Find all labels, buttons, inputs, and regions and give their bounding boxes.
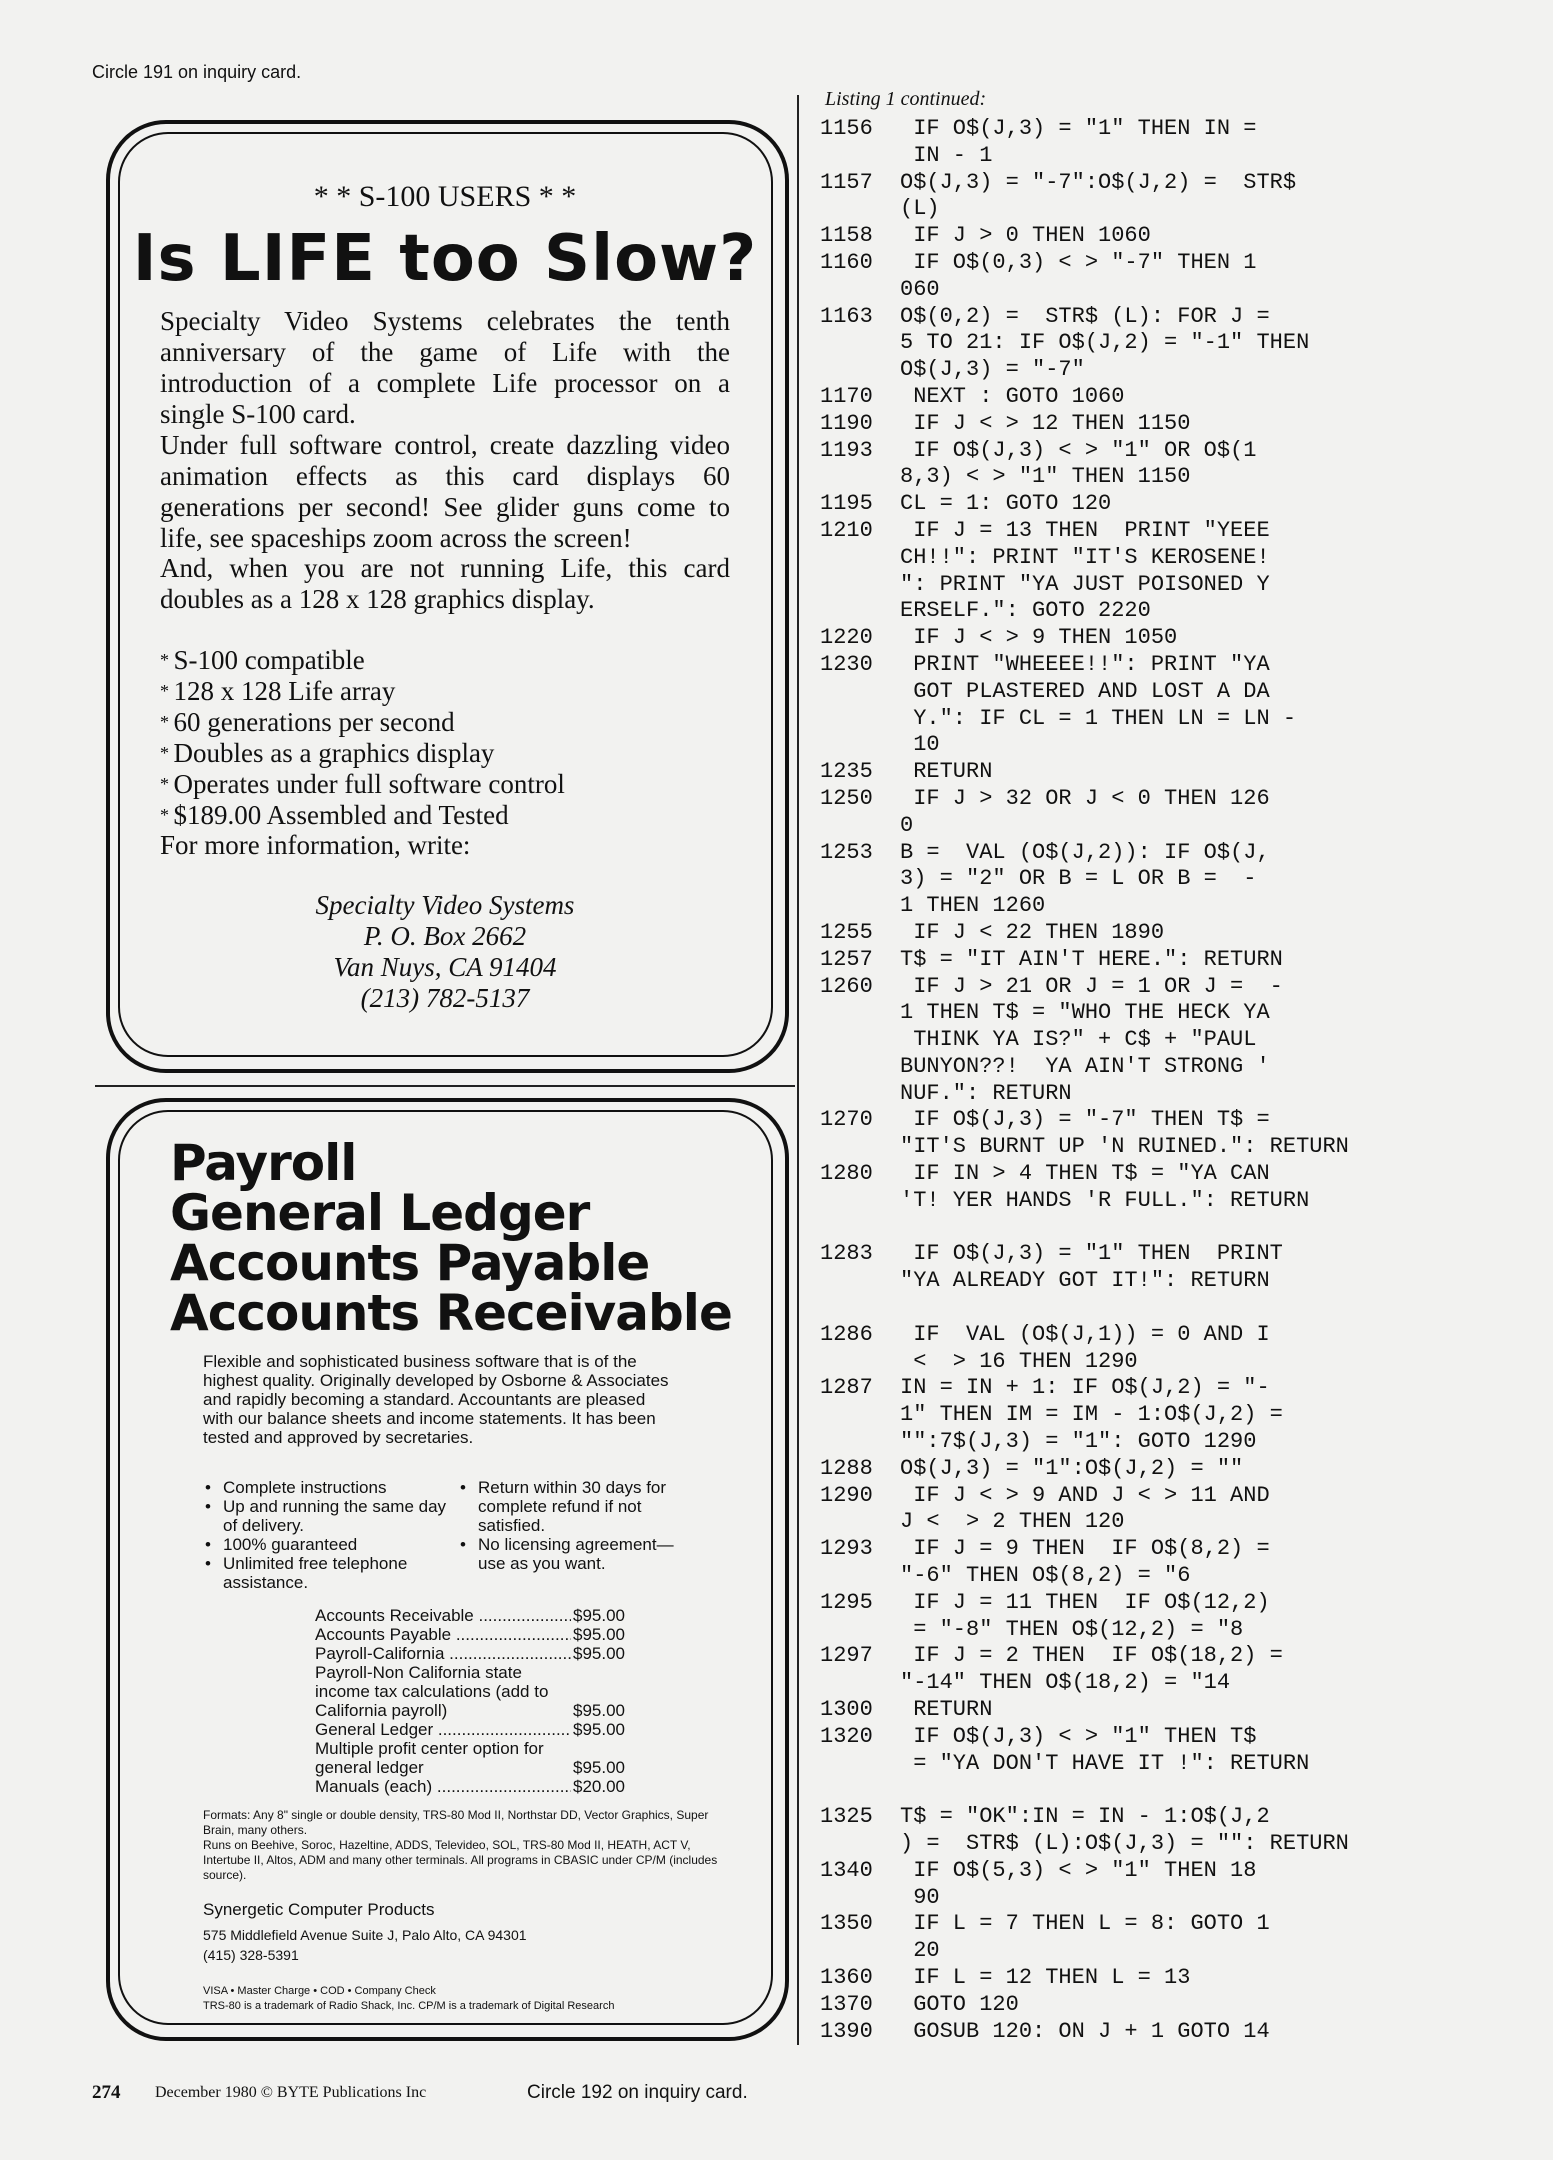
listing-line [820,1349,1349,1376]
line-number [820,1563,900,1590]
listing-line [820,706,1349,733]
line-number: 1257 [820,946,873,972]
ad1-feature: * 60 generations per second [160,707,565,738]
ad2-payment-methods: VISA • Master Charge • COD • Company Check [203,1985,436,1997]
ad1-feature: * S-100 compatible [160,645,565,676]
line-number [820,1751,900,1778]
line-code: "YA ALREADY GOT IT!": RETURN [900,1268,1270,1294]
ad1-feature: * 128 x 128 Life array [160,676,565,707]
line-code: IF J < 22 THEN 1890 [900,919,1165,945]
line-code: GOTO 120 [900,1991,1019,2017]
ad2-feature: • Return within 30 days for complete refund if not satisfied. [458,1478,688,1535]
line-code: IF L = 7 THEN L = 8: GOTO 1 [900,1911,1270,1937]
listing-line [820,1643,1349,1670]
price-label: Accounts Payable ..... [315,1625,571,1644]
listing-line [820,545,1349,572]
ad1-company-name: Specialty Video Systems [315,890,575,920]
line-code: T$ = "OK":IN = IN - 1:O$(J,2 [900,1804,1270,1830]
line-number: 1290 [820,1482,873,1508]
listing-line [820,1483,1349,1510]
listing-line [820,625,1349,652]
line-code: IF VAL (O$(J,1)) = 0 AND I [900,1321,1270,1347]
ad2-headline: General Ledger [170,1184,590,1242]
line-number [820,1054,900,1081]
line-code: 1 THEN T$ = "WHO THE HECK YA [900,1000,1270,1026]
line-number [820,866,900,893]
line-code: "-6" THEN O$(8,2) = "6 [900,1563,1191,1589]
listing-line [820,1054,1349,1081]
line-code: 1" THEN IM = IM - 1:O$(J,2) = [900,1402,1283,1428]
line-code: CH!!": PRINT "IT'S KEROSENE! [900,544,1270,570]
line-number [820,732,900,759]
line-number [820,277,900,304]
line-code: ": PRINT "YA JUST POISONED Y [900,571,1270,597]
listing-line [820,732,1349,759]
ad-separator [95,1085,795,1087]
price-row [315,1777,625,1796]
line-code: 3) = "2" OR B = L OR B = - [900,866,1257,892]
line-code: IF J = 13 THEN PRINT "YEEE [900,517,1270,543]
line-code: T$ = "IT AIN'T HERE.": RETURN [900,946,1283,972]
ad2-address [203,1925,527,1965]
listing-line [820,1777,1349,1804]
line-number: 1286 [820,1321,873,1347]
ad1-feature-list [160,645,565,831]
line-number: 1260 [820,973,873,999]
ad2-trademarks: TRS-80 is a trademark of Radio Shack, Inc. CP/M is a trademark of Digital Research [203,2000,615,2012]
line-code: IF J > 21 OR J = 1 OR J = - [900,973,1283,999]
line-number [820,893,900,920]
listing-line [820,250,1349,277]
line-number [820,1617,900,1644]
listing-line [820,1831,1349,1858]
line-code: 10 [900,732,940,758]
line-number [820,545,900,572]
listing-line [820,223,1349,250]
listing-line [820,1027,1349,1054]
listing-line [820,1215,1349,1242]
line-code: CL = 1: GOTO 120 [900,491,1112,517]
column-divider [797,95,799,2045]
ad2-headline: Payroll [170,1134,357,1192]
line-code: (L) [900,196,940,222]
line-number [820,1000,900,1027]
line-code: Y.": IF CL = 1 THEN LN = LN - [900,705,1297,731]
line-number: 1350 [820,1911,873,1937]
line-code: BUNYON??! YA AIN'T STRONG ' [900,1053,1270,1079]
ad1-feature: * Doubles as a graphics display [160,738,565,769]
listing-line [820,1992,1349,2019]
line-number: 1163 [820,303,873,329]
price-row [315,1739,625,1777]
listing-line [820,1161,1349,1188]
line-number [820,1670,900,1697]
ad2-feature: • No licensing agreement—use as you want. [458,1535,688,1573]
line-number: 1160 [820,249,873,275]
listing-line [820,277,1349,304]
price-label: Accounts Receivable ..... [315,1606,571,1625]
ad2-headline: Accounts Receivable [170,1284,732,1342]
line-code: GOT PLASTERED AND LOST A DA [900,678,1270,704]
price-label: Multiple profit center option for general ledger [315,1739,544,1777]
price-amount: $95.00 [573,1758,625,1777]
line-number [820,1831,900,1858]
price-amount: $95.00 [573,1644,625,1663]
line-number: 1340 [820,1857,873,1883]
line-code: 0 [900,812,914,838]
line-code: B = VAL (O$(J,2)): IF O$(J, [900,839,1270,865]
listing-line [820,464,1349,491]
ad1-phone: (213) 782-5137 [360,983,530,1013]
listing-line [820,1590,1349,1617]
line-code: RETURN [900,759,993,785]
listing-line [820,1241,1349,1268]
listing-line [820,1295,1349,1322]
line-code: 8,3) < > "1" THEN 1150 [900,464,1191,490]
line-number: 1235 [820,759,873,785]
price-amount: $95.00 [573,1625,625,1644]
line-number [820,357,900,384]
listing-line [820,1965,1349,1992]
line-code: RETURN [900,1697,993,1723]
ad1-eyebrow: * * S-100 USERS * * [313,180,577,213]
price-row [315,1606,625,1625]
listing-line [820,1563,1349,1590]
line-number [820,1215,900,1242]
line-number [820,1938,900,1965]
ad2-company: Synergetic Computer Products [203,1900,435,1919]
ad2-phone: (415) 328-5391 [203,1947,299,1963]
line-code: "IT'S BURNT UP 'N RUINED.": RETURN [900,1134,1349,1160]
listing-line [820,679,1349,706]
ad2-feature: • Complete instructions [203,1478,453,1497]
ad1-feature: * Operates under full software control [160,769,565,800]
line-number: 1210 [820,517,873,543]
line-code: IN = IN + 1: IF O$(J,2) = "- [900,1375,1270,1401]
ad2-price-list [315,1606,625,1796]
listing-line [820,893,1349,920]
line-code: O$(J,3) = "1":O$(J,2) = "" [900,1455,1244,1481]
line-number: 1157 [820,169,873,195]
listing-line [820,330,1349,357]
line-number [820,1188,900,1215]
line-code: O$(J,3) = "-7":O$(J,2) = STR$ [900,169,1297,195]
listing-line [820,1000,1349,1027]
line-number: 1293 [820,1536,873,1562]
line-code: PRINT "WHEEEE!!": PRINT "YA [900,651,1270,677]
ad2-feature: • Unlimited free telephone assistance. [203,1554,453,1592]
ad1-paragraph: Specialty Video Systems celebrates the tenth anniversary of the game of Life with the introduction of a complete Life processor on a single S-100 card. [160,306,730,429]
line-code: IF O$(J,3) = "-7" THEN T$ = [900,1107,1270,1133]
listing-caption: Listing 1 continued: [825,88,987,110]
listing-line [820,1509,1349,1536]
line-number: 1287 [820,1375,873,1401]
ad2-formats [203,1808,728,1883]
listing-line [820,1697,1349,1724]
line-number: 1325 [820,1804,873,1830]
line-number: 1270 [820,1107,873,1133]
line-code: = "YA DON'T HAVE IT !": RETURN [900,1750,1310,1776]
line-code: IF O$(J,3) < > "1" THEN T$ [900,1723,1257,1749]
line-code: 'T! YER HANDS 'R FULL.": RETURN [900,1187,1310,1213]
listing-line [820,1322,1349,1349]
line-code: IF O$(J,3) < > "1" OR O$(1 [900,437,1257,463]
line-number [820,572,900,599]
line-number [820,1429,900,1456]
line-number: 1220 [820,625,873,651]
price-label: General Ledger ..... [315,1720,571,1739]
line-code: 20 [900,1938,940,1964]
ad2-payment [203,1984,614,2014]
line-code: IF J < > 9 AND J < > 11 AND [900,1482,1270,1508]
listing-line [820,1858,1349,1885]
line-code: IN - 1 [900,142,993,168]
ad2-headlines [170,1134,732,1342]
price-row [315,1625,625,1644]
listing-line [820,2019,1349,2046]
listing-line [820,1375,1349,1402]
line-code: ) = STR$ (L):O$(J,3) = "": RETURN [900,1831,1349,1856]
line-code: IF L = 12 THEN L = 13 [900,1964,1191,1990]
listing-line [820,1081,1349,1108]
listing-line [820,1134,1349,1161]
listing-line [820,786,1349,813]
price-row [315,1720,625,1739]
line-code: J < > 2 THEN 120 [900,1509,1125,1535]
line-code: IF J = 9 THEN IF O$(8,2) = [900,1536,1270,1562]
ad1-address [120,890,770,1014]
listing-line [820,1885,1349,1912]
line-code: ERSELF.": GOTO 2220 [900,598,1151,624]
line-code: IF J < > 9 THEN 1050 [900,625,1178,651]
inquiry-note-top: Circle 191 on inquiry card. [92,62,302,82]
line-number: 1170 [820,383,873,409]
line-code: = "-8" THEN O$(12,2) = "8 [900,1616,1244,1642]
price-amount: $20.00 [573,1777,625,1796]
issue-line: December 1980 © BYTE Publications Inc [155,2084,427,2101]
listing-line [820,116,1349,143]
listing-line [820,384,1349,411]
ad2-runs-on-text: Runs on Beehive, Soroc, Hazeltine, ADDS, Televideo, SOL, TRS-80 Mod II, HEATH, ACT V, Intertube II, Altos, ADM and many other terminals. All programs in CBASIC under CP/M (includes source). [203,1838,718,1882]
ad2-feature-list-left [203,1478,453,1592]
line-number [820,813,900,840]
listing-line [820,840,1349,867]
ad1-more-info: For more information, write: [160,830,471,860]
listing-line [820,518,1349,545]
listing-line [820,1188,1349,1215]
line-number [820,679,900,706]
price-label: Payroll-Non California state income tax calculations (add to California payroll) [315,1663,549,1720]
ad1-paragraph: Under full software control, create dazzling video animation effects as this card displays 60 generations per second! See glider guns come to life, see spaceships zoom across the screen! [160,430,730,553]
line-number: 1255 [820,919,873,945]
line-number [820,330,900,357]
line-number [820,1081,900,1108]
line-code: IF O$(J,3) = "1" THEN IN = [900,116,1257,141]
listing-line [820,411,1349,438]
line-number [820,196,900,223]
line-code: THINK YA IS?" + C$ + "PAUL [900,1027,1257,1053]
listing-line [820,866,1349,893]
line-number: 1280 [820,1161,873,1187]
price-row [315,1663,625,1720]
line-code: "-14" THEN O$(18,2) = "14 [900,1670,1231,1696]
line-code: NUF.": RETURN [900,1080,1072,1106]
line-number: 1320 [820,1723,873,1749]
listing-line [820,1911,1349,1938]
line-code: 5 TO 21: IF O$(J,2) = "-1" THEN [900,330,1310,356]
line-code: IF O$(5,3) < > "1" THEN 18 [900,1857,1257,1883]
line-code: 060 [900,276,940,302]
ad1-po-box: P. O. Box 2662 [363,921,527,951]
listing-line [820,1107,1349,1134]
line-code: IF IN > 4 THEN T$ = "YA CAN [900,1161,1270,1187]
line-number [820,1885,900,1912]
listing-line [820,170,1349,197]
line-number: 1297 [820,1643,873,1669]
ad2-feature-list-right [458,1478,688,1573]
line-number: 1300 [820,1697,873,1723]
line-code: O$(J,3) = "-7" [900,357,1085,383]
line-number: 1195 [820,491,873,517]
line-number: 1360 [820,1964,873,1990]
line-number [820,143,900,170]
line-code: IF J = 2 THEN IF O$(18,2) = [900,1643,1283,1669]
listing-line [820,920,1349,947]
line-number: 1158 [820,223,873,249]
listing-line [820,947,1349,974]
listing-line [820,813,1349,840]
ad1-city: Van Nuys, CA 91404 [333,952,557,982]
ad2-formats-text: Formats: Any 8" single or double density, TRS-80 Mod II, Northstar DD, Vector Graphics, Super Brain, many others. [203,1808,709,1837]
price-label: Manuals (each) ..... [315,1777,571,1796]
line-number [820,1295,900,1322]
line-number [820,1027,900,1054]
line-code: IF O$(0,3) < > "-7" THEN 1 [900,249,1257,275]
line-number: 1193 [820,437,873,463]
line-number: 1390 [820,2018,873,2044]
listing-line [820,1670,1349,1697]
line-code: "":7$(J,3) = "1": GOTO 1290 [900,1429,1257,1455]
line-number [820,1509,900,1536]
line-code: IF J > 32 OR J < 0 THEN 126 [900,785,1270,811]
line-code: 90 [900,1884,940,1910]
line-number [820,1777,900,1804]
listing-line [820,1268,1349,1295]
line-number [820,1349,900,1376]
line-number: 1283 [820,1241,873,1267]
inquiry-note-bottom: Circle 192 on inquiry card. [527,2082,748,2103]
line-number: 1370 [820,1991,873,2017]
line-code: O$(0,2) = STR$ (L): FOR J = [900,303,1270,329]
line-number: 1288 [820,1455,873,1481]
listing-line [820,1456,1349,1483]
price-row [315,1644,625,1663]
code-listing [820,116,1349,2045]
ad1-feature: * $189.00 Assembled and Tested [160,800,565,831]
price-label: Payroll-California ..... [315,1644,571,1663]
line-code: 1 THEN 1260 [900,893,1046,919]
line-code: IF O$(J,3) = "1" THEN PRINT [900,1241,1283,1267]
ad2-feature: • 100% guaranteed [203,1535,453,1554]
line-number [820,1268,900,1295]
listing-line [820,572,1349,599]
line-code: IF J = 11 THEN IF O$(12,2) [900,1589,1270,1615]
line-number: 1253 [820,839,873,865]
listing-line [820,974,1349,1001]
ad1-paragraph: And, when you are not running Life, this card doubles as a 128 x 128 graphics display. [160,553,730,614]
line-code: IF J > 0 THEN 1060 [900,223,1151,249]
ad2-feature: • Up and running the same day of delivery. [203,1497,453,1535]
listing-line [820,438,1349,465]
listing-line [820,1402,1349,1429]
line-number: 1295 [820,1589,873,1615]
listing-line [820,1751,1349,1778]
listing-line [820,1536,1349,1563]
ad2-description: Flexible and sophisticated business software that is of the highest quality. Originally developed by Osborne & Associates and rapidly becoming a standard. Accountants are pleased with our balance sheets and income statements. It has been tested and approved by secretaries. [203,1352,669,1447]
listing-line [820,196,1349,223]
listing-line [820,1429,1349,1456]
line-number: 1156 [820,116,873,141]
price-amount: $95.00 [573,1701,625,1720]
line-number: 1230 [820,651,873,677]
line-number [820,1402,900,1429]
listing-line [820,1938,1349,1965]
line-number [820,706,900,733]
page-number: 274 [92,2082,121,2103]
line-number [820,1134,900,1161]
line-code: GOSUB 120: ON J + 1 GOTO 14 [900,2018,1270,2044]
ad1-headline: Is LIFE too Slow? [132,222,758,296]
line-number: 1190 [820,410,873,436]
listing-line [820,652,1349,679]
line-number [820,464,900,491]
listing-line [820,304,1349,331]
line-code: < > 16 THEN 1290 [900,1348,1138,1374]
listing-line [820,1724,1349,1751]
ad2-headline: Accounts Payable [170,1234,650,1292]
ad2-street: 575 Middlefield Avenue Suite J, Palo Alto, CA 94301 [203,1927,527,1943]
line-number [820,598,900,625]
listing-line [820,1617,1349,1644]
listing-line [820,759,1349,786]
price-amount: $95.00 [573,1606,625,1625]
listing-line [820,1804,1349,1831]
line-number: 1250 [820,785,873,811]
listing-line [820,357,1349,384]
listing-line [820,143,1349,170]
listing-line [820,598,1349,625]
line-code: IF J < > 12 THEN 1150 [900,410,1191,436]
listing-line [820,491,1349,518]
line-code: NEXT : GOTO 1060 [900,383,1125,409]
price-amount: $95.00 [573,1720,625,1739]
